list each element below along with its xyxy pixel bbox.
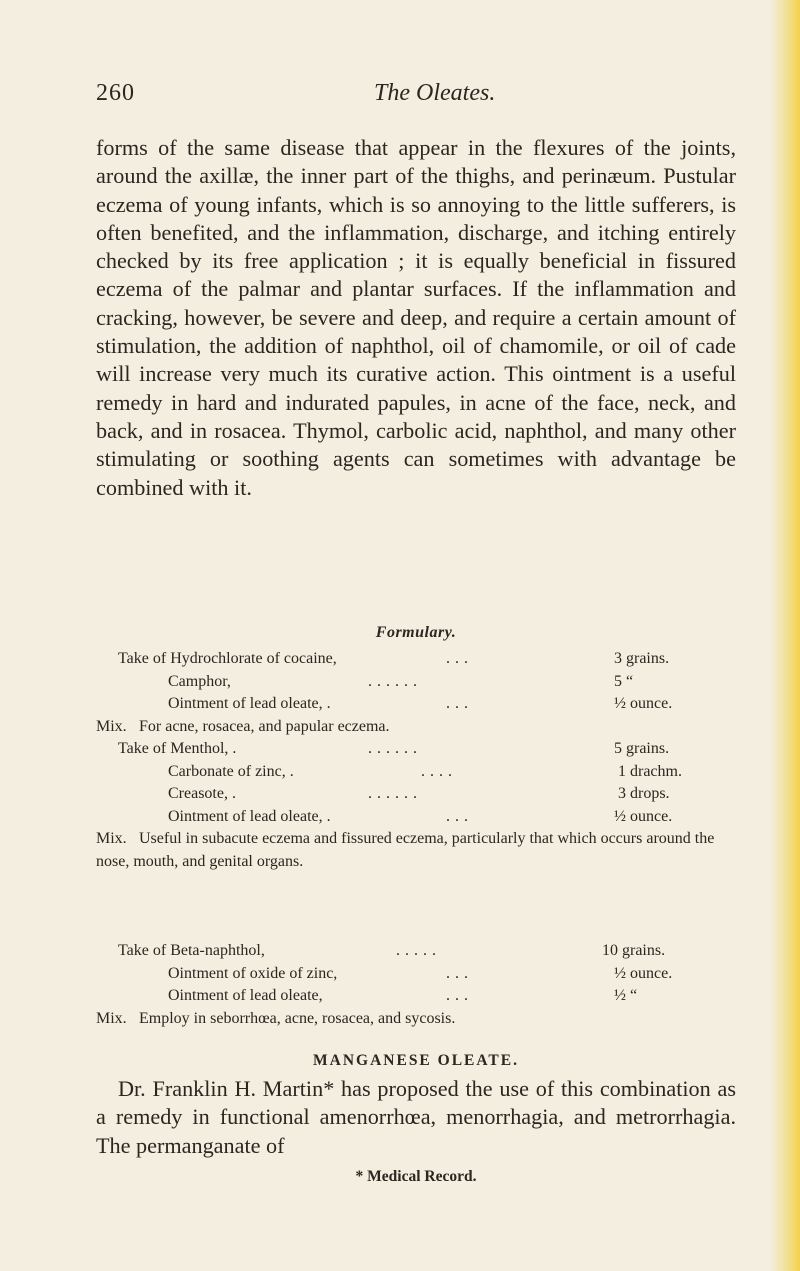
dot-leader: . . . (446, 987, 469, 1004)
ingredient-quantity: 3 grains. (614, 650, 670, 667)
dot-leader: . . . . (421, 762, 453, 780)
ingredient-line (96, 806, 736, 829)
dot-leader: . . . . . . (368, 672, 418, 690)
dot-leader: . . . (446, 695, 469, 712)
mix-note (96, 828, 736, 873)
mix-text: For acne, rosacea, and papular eczema. (139, 717, 390, 735)
ingredient-name: Take of Menthol, . (118, 740, 237, 757)
ingredient-name: Ointment of lead oleate, . (168, 695, 331, 712)
ingredient-quantity: 5 grains. (614, 740, 670, 757)
ingredient-quantity: ½ “ (614, 987, 638, 1004)
ingredient-quantity: 1 drachm. (618, 762, 682, 780)
ingredient-name: Creasote, . (168, 785, 236, 802)
mix-note (96, 716, 736, 739)
page-number: 260 (96, 80, 135, 106)
ingredient-quantity: 10 grains. (602, 942, 666, 959)
ingredient-name: Ointment of oxide of zinc, (168, 964, 338, 982)
dot-leader: . . . . . (396, 942, 437, 959)
formulary-heading: Formulary. (375, 624, 457, 641)
mix-label: Mix. (96, 830, 127, 847)
dot-leader: . . . (446, 650, 469, 667)
body-text (96, 134, 736, 502)
ingredient-name: Ointment of lead oleate, . (168, 807, 331, 825)
mix-label: Mix. (96, 717, 127, 735)
mix-text: Employ in seborrhœa, acne, rosacea, and sycosis. (139, 1009, 456, 1027)
ingredient-quantity: ½ ounce. (614, 807, 673, 825)
ingredient-line (96, 963, 736, 986)
prescription-3 (96, 940, 736, 1030)
prescription-2 (96, 738, 736, 873)
ingredient-line (96, 648, 736, 671)
mix-text: Useful in subacute eczema and fissured eczema, particularly that which occurs around the nose, mouth, and genital organs. (96, 830, 715, 870)
ingredient-line (96, 761, 736, 784)
ingredient-quantity: ½ ounce. (614, 695, 673, 712)
paragraph: Dr. Franklin H. Martin* has proposed the use of this combination as a remedy in functional amenorrhœa, menorrhagia, and metrorrhagia. The permanganate of (96, 1076, 736, 1158)
page-edge (770, 0, 800, 1271)
dot-leader: . . . . . . (368, 740, 418, 757)
ingredient-line (96, 783, 736, 806)
ingredient-line (96, 738, 736, 761)
mix-label: Mix. (96, 1009, 127, 1027)
footnote: * Medical Record. (355, 1168, 477, 1185)
ingredient-line (96, 671, 736, 694)
dot-leader: . . . (446, 964, 469, 982)
ingredient-quantity: 3 drops. (618, 785, 670, 802)
paragraph: forms of the same disease that appear in the flexures of the joints, around the axillæ, the inner part of the thighs, and perinæum. Pustular eczema of young infants, which is so annoying to the little sufferers, is often benefited, and the inflammation, discharge, and itching entirely checked by its free application ; it is equally beneficial in fissured eczema of the palmar and plantar surfaces. If the inflammation and cracking, however, be severe and deep, and require a certain amount of stimulation, the addition of naphthol, oil of chamomile, or oil of cade will increase very much its curative action. This ointment is a useful remedy in hard and indurated papules, in acne of the face, neck, and back, and in rosacea. Thymol, carbolic acid, naphthol, and many other stimulating or soothing agents can sometimes with advantage be combined with it. (96, 135, 736, 500)
section-title: MANGANESE OLEATE. (313, 1052, 519, 1069)
dot-leader: . . . . . . (368, 785, 418, 802)
ingredient-name: Take of Hydrochlorate of cocaine, (118, 650, 337, 667)
mix-note (96, 1008, 736, 1031)
ingredient-quantity: ½ ounce. (614, 964, 673, 982)
ingredient-name: Ointment of lead oleate, (168, 987, 323, 1004)
ingredient-line (96, 940, 736, 963)
ingredient-name: Carbonate of zinc, . (168, 762, 294, 780)
running-title: The Oleates. (374, 80, 496, 106)
section-body (96, 1075, 736, 1160)
ingredient-name: Camphor, (168, 672, 231, 690)
ingredient-name: Take of Beta-naphthol, (118, 942, 265, 959)
ingredient-quantity: 5 “ (614, 672, 634, 690)
ingredient-line (96, 985, 736, 1008)
prescription-1 (96, 648, 736, 738)
ingredient-line (96, 693, 736, 716)
page-header (96, 80, 736, 114)
dot-leader: . . . (446, 807, 469, 825)
